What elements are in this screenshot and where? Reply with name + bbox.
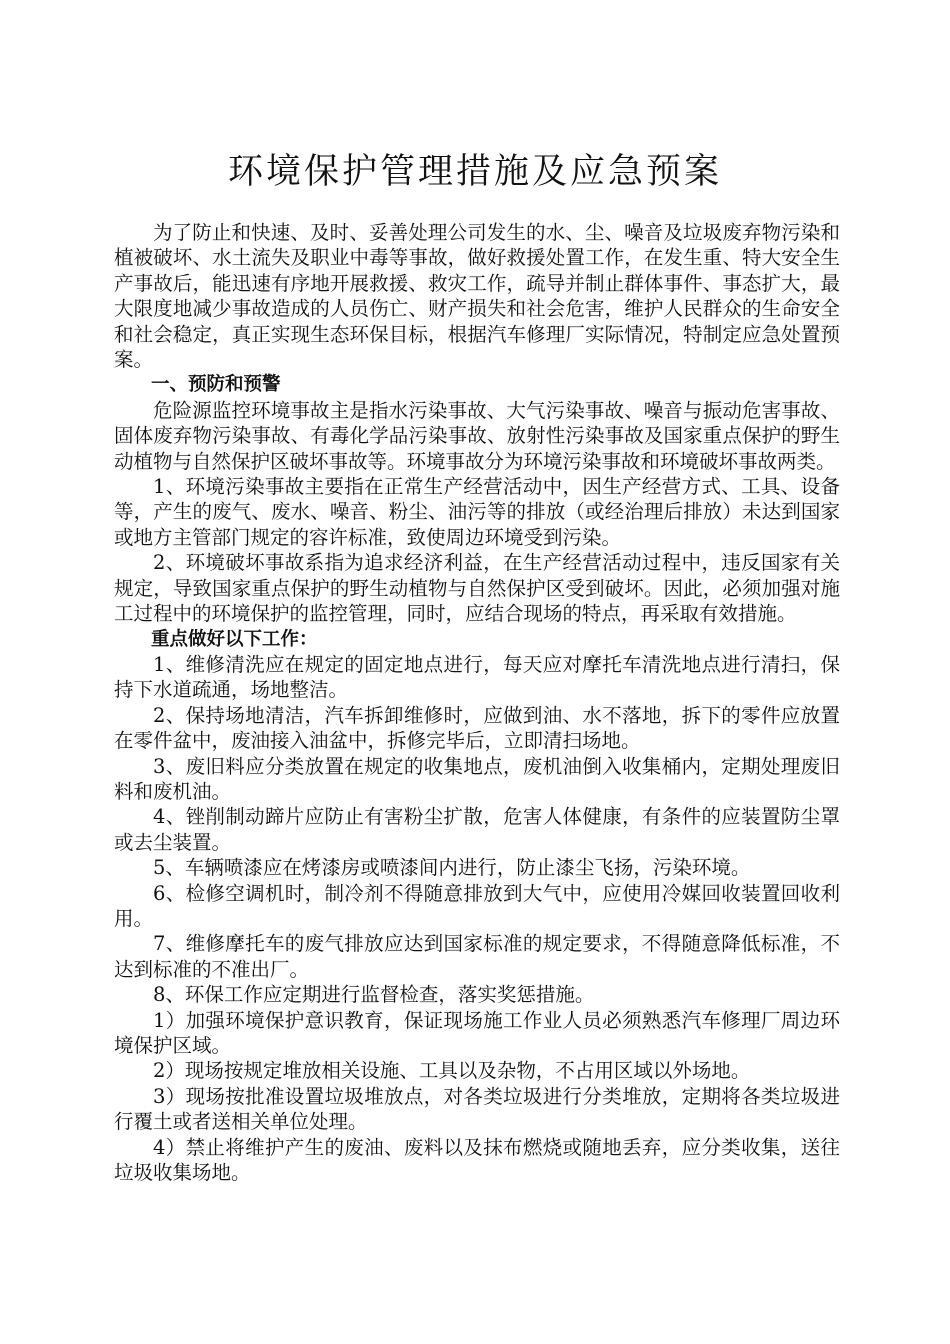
list-item: 5、车辆喷漆应在烤漆房或喷漆间内进行，防止漆尘飞扬，污染环境。	[153, 856, 751, 880]
document-body	[114, 220, 840, 1185]
list-item: 2、保持场地清洁，汽车拆卸维修时，应做到油、水不落地，拆下的零件应放置在零件盆中，废油接入油盆中，拆修完毕后，立即清扫场地。	[114, 703, 840, 753]
paragraph-pollution-accident: 1、环境污染事故主要指在正常生产经营活动中，因生产经营方式、工具、设备等，产生的废气、废水、噪音、粉尘、油污等的排放（或经治理后排放）未达到国家或地方主管部门规定的容许标准，致使周边环境受到污染。	[114, 475, 840, 549]
sub-list-item: 2）现场按规定堆放相关设施、工具以及杂物，不占用区域以外场地。	[153, 1059, 751, 1083]
sub-list-item: 1）加强环境保护意识教育，保证现场施工作业人员必须熟悉汽车修理厂周边环境保护区域。	[114, 1008, 840, 1057]
list-item: 8、环保工作应定期进行监督检查，落实奖惩措施。	[153, 983, 595, 1007]
list-item: 4、锉削制动蹄片应防止有害粉尘扩散，危害人体健康，有条件的应装置防尘罩或去尘装置。	[114, 805, 840, 854]
list-item: 6、检修空调机时，制冷剂不得随意排放到大气中，应使用冷媒回收装置回收利用。	[114, 881, 840, 930]
page-title: 环境保护管理措施及应急预案	[227, 152, 722, 192]
paragraph-damage-accident: 2、环境破坏事故系指为追求经济利益，在生产经营活动过程中，违反国家有关规定，导致国家重点保护的野生动植物与自然保护区受到破坏。因此，必须加强对施工过程中的环境保护的监控管理，同时，应结合现场的特点，再采取有效措施。	[114, 551, 840, 626]
list-item: 7、维修摩托车的废气排放应达到国家标准的规定要求，不得随意降低标准，不达到标准的不准出厂。	[114, 932, 840, 981]
sub-list-item: 4）禁止将维护产生的废油、废料以及抹布燃烧或随地丢弃，应分类收集，送往垃圾收集场地。	[114, 1135, 840, 1185]
list-item: 3、废旧料应分类放置在规定的收集地点，废机油倒入收集桶内，定期处理废旧料和废机油。	[114, 754, 840, 803]
paragraph-hazard-monitoring: 危险源监控环境事故主是指水污染事故、大气污染事故、噪音与振动危害事故、固体废弃物污染事故、有毒化学品污染事故、放射性污染事故及国家重点保护的野生动植物与自然保护区破坏事故等。环境事故分为环境污染事故和环境破坏事故两类。	[114, 398, 840, 473]
list-item: 1、维修清洗应在规定的固定地点进行，每天应对摩托车清洗地点进行清扫，保持下水道疏通，场地整洁。	[114, 652, 840, 702]
section-heading-key-work: 重点做好以下工作：	[151, 628, 318, 650]
section-heading-prevention: 一、预防和预警	[151, 374, 281, 396]
sub-list-item: 3）现场按批准设置垃圾堆放点，对各类垃圾进行分类堆放，定期将各类垃圾进行覆土或者送相关单位处理。	[114, 1084, 840, 1134]
intro-paragraph: 为了防止和快速、及时、妥善处理公司发生的水、尘、噪音及垃圾废弃物污染和植被破坏、水土流失及职业中毒等事故，做好救援处置工作，在发生重、特大安全生产事故后，能迅速有序地开展救援、救灾工作，疏导并制止群体事件、事态扩大，最大限度地减少事故造成的人员伤亡、财产损失和社会危害，维护人民群众的生命安全和社会稳定，真正实现生态环保目标，根据汽车修理厂实际情况，特制定应急处置预案。	[114, 221, 840, 372]
